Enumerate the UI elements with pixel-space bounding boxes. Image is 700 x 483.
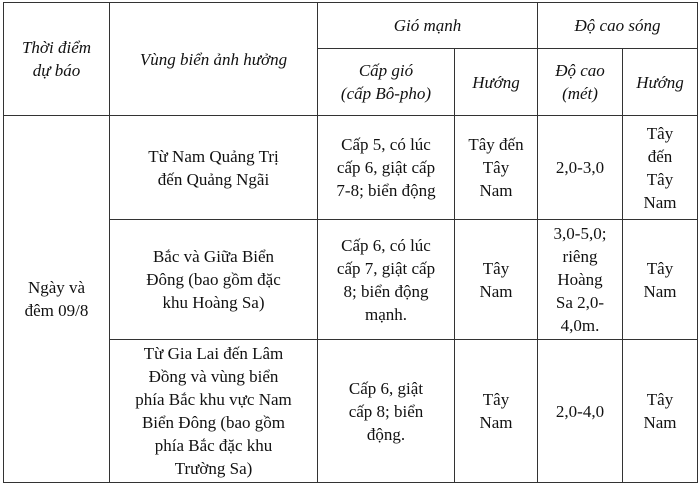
- area-cell: Từ Nam Quảng Trị đến Quảng Ngãi: [110, 116, 318, 220]
- wind-level-cell: Cấp 6, có lúc cấp 7, giật cấp 8; biển động mạnh.: [318, 220, 455, 340]
- forecast-time-cell: Ngày và đêm 09/8: [4, 116, 110, 483]
- wave-direction-cell: Tây đến Tây Nam: [623, 116, 698, 220]
- wind-direction-cell: Tây Nam: [455, 220, 538, 340]
- area-cell: Từ Gia Lai đến Lâm Đồng và vùng biển phía Bắc khu vực Nam Biển Đông (bao gồm phía Bắc đặc khu Trường Sa): [110, 340, 318, 483]
- header-wind-level: Cấp gió (cấp Bô-pho): [318, 49, 455, 116]
- table-row: [4, 116, 698, 220]
- wind-level-cell: Cấp 5, có lúc cấp 6, giật cấp 7-8; biển động: [318, 116, 455, 220]
- wind-direction-cell: Tây đến Tây Nam: [455, 116, 538, 220]
- header-wind-direction: Hướng: [455, 49, 538, 116]
- wave-height-cell: 2,0-4,0: [538, 340, 623, 483]
- header-affected-area: Vùng biển ảnh hưởng: [110, 3, 318, 116]
- header-wave-direction: Hướng: [623, 49, 698, 116]
- wave-height-cell: 3,0-5,0; riêng Hoàng Sa 2,0- 4,0m.: [538, 220, 623, 340]
- wind-direction-cell: Tây Nam: [455, 340, 538, 483]
- area-cell: Bắc và Giữa Biển Đông (bao gồm đặc khu Hoàng Sa): [110, 220, 318, 340]
- marine-forecast-table: [3, 2, 698, 483]
- header-strong-wind: Gió mạnh: [318, 3, 538, 49]
- header-row-1: [4, 3, 698, 49]
- wave-height-cell: 2,0-3,0: [538, 116, 623, 220]
- wind-level-cell: Cấp 6, giật cấp 8; biển động.: [318, 340, 455, 483]
- wave-direction-cell: Tây Nam: [623, 220, 698, 340]
- header-forecast-time: Thời điểm dự báo: [4, 3, 110, 116]
- header-wave-height: Độ cao (mét): [538, 49, 623, 116]
- wave-direction-cell: Tây Nam: [623, 340, 698, 483]
- header-wave-height-group: Độ cao sóng: [538, 3, 698, 49]
